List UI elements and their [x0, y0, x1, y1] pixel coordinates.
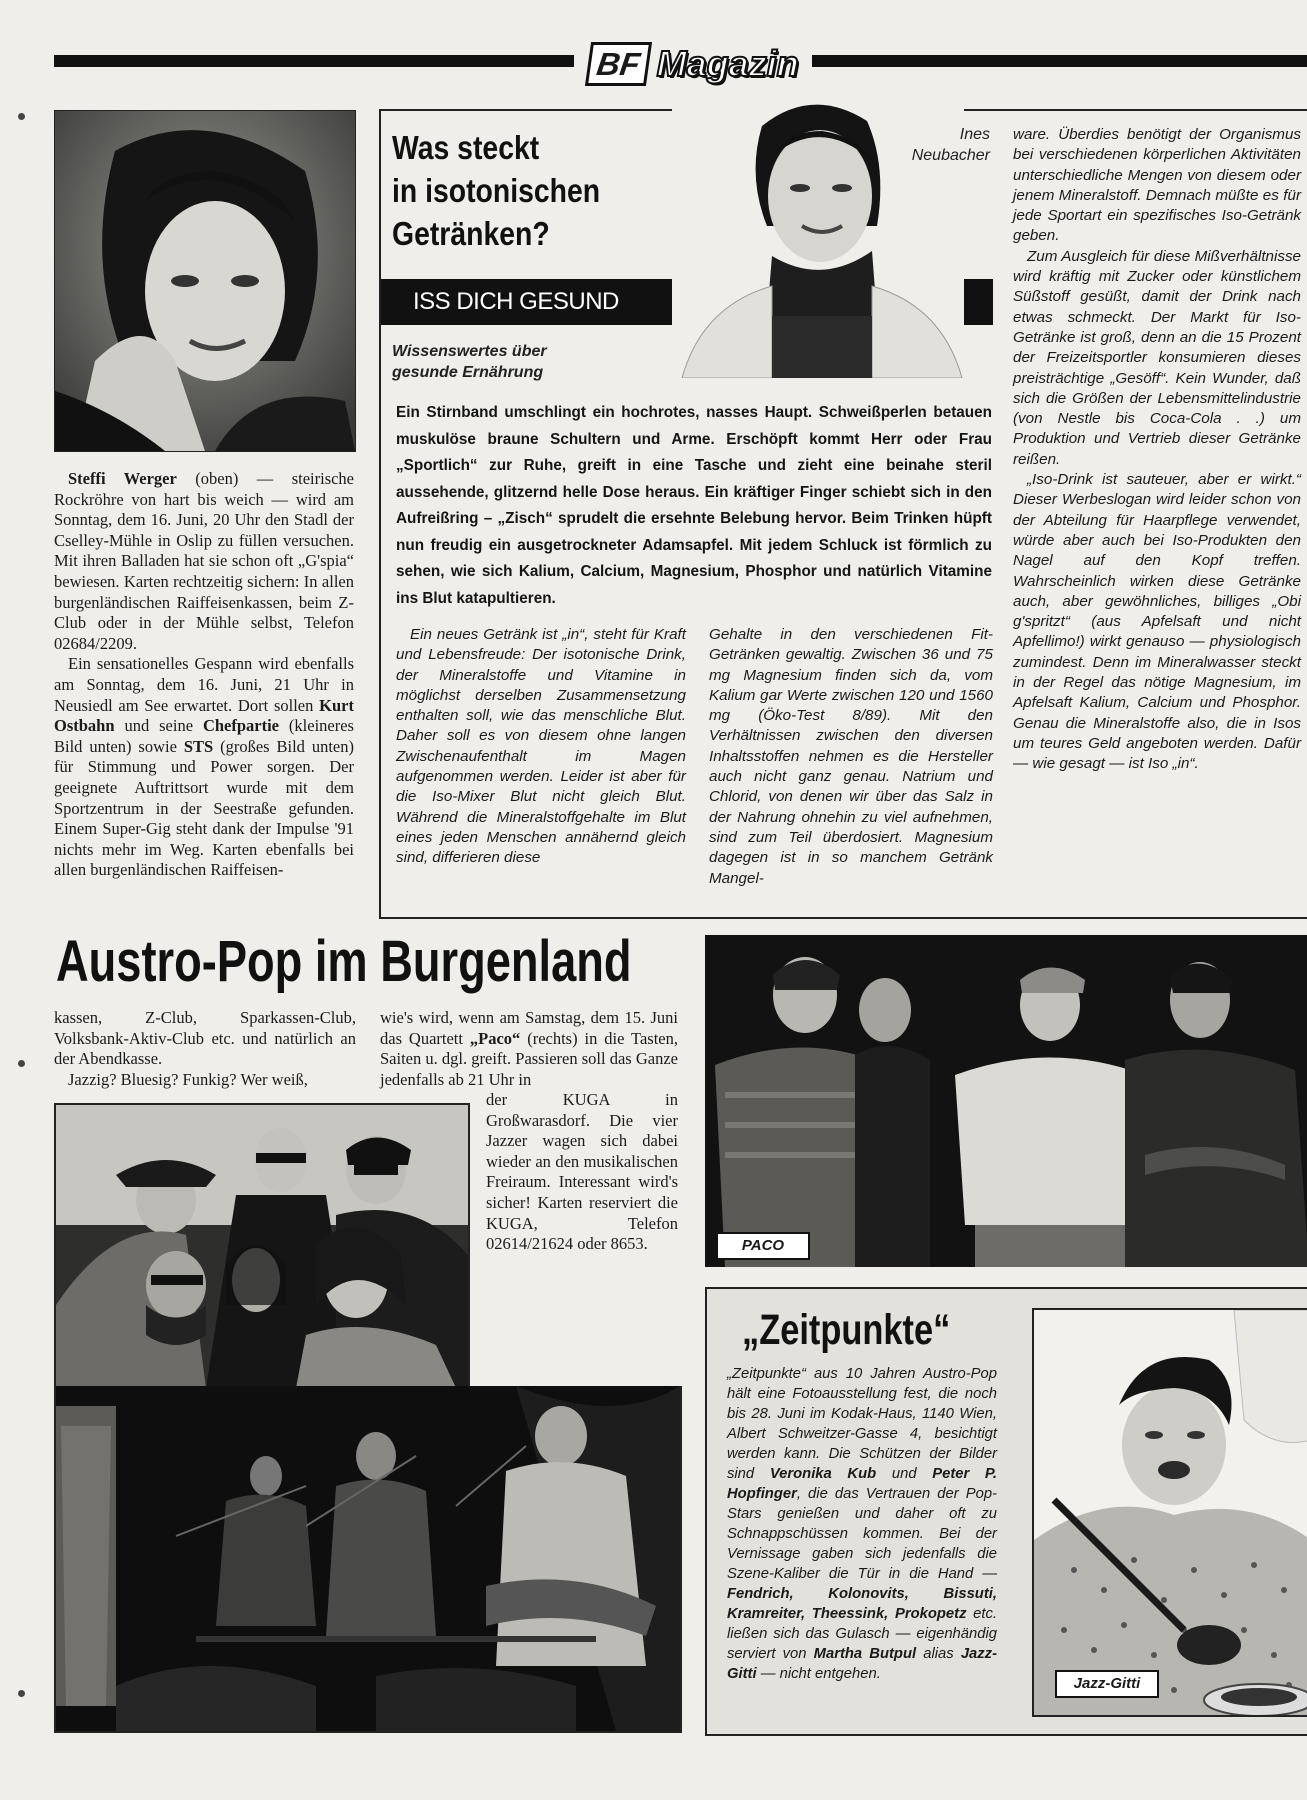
paco-caption: PACO: [716, 1232, 810, 1260]
steffi-werger-photo: [54, 110, 356, 452]
iso-subtitle: [392, 341, 547, 383]
text-run: (kleineres Bild unten) sowie: [54, 716, 354, 756]
text-run: (großes Bild unten) für Stimmung und Power sorgen. Der geeignete Auftrittsort wurde mit dem Sportzentrum in der Seestraße gefunden. Einem Super-Gig steht dank der Impulse '91 nichts mehr im Weg. Karten ebenfalls bei allen burgenländischen Raiffeisen-: [54, 736, 354, 880]
zeitpunkte-headline: „Zeitpunkte“: [742, 1306, 951, 1354]
iso-intro: Ein Stirnband umschlingt ein hochrotes, nasses Haupt. Schweißperlen betauen muskulöse braune Schultern und Arme. Erschöpft kommt Herr oder Frau „Sportlich“ zur Ruhe, greift in eine Tasche und zieht eine beinahe steril aussehende, glitzernd helle Dose heraus. Ein kräftiger Finger schiebt sich in den Aufreißring – „Zisch“ sprudelt die ersehnte Belebung hervor. Beim Trinken hüpft nun freudig ein ausgetrockneter Adamsapfel. Mit jedem Schluck ist förmlich zu sehen, wie sich Kalium, Calcium, Magnesium, Phosphor und natürlich Vitamine ins Blut katapultieren.: [396, 404, 992, 607]
pop-cont-left: [54, 1008, 356, 1090]
iso-paragraph: „Iso-Drink ist sauteuer, aber er wirkt.“ Dieser Werbeslogan wird leider schon von der Abteilung für Haarpflege verwendet, würde aber auch bei Iso-Produkten den Nagel auf den Kopf treffen. Wahrscheinlich wirken diese Getränke auch, aber gewöhnliches, billiges „Obi g'spritzt“ (aus Apfelsaft und nicht Apfellimo!) wirkt genauso — physiologisch zumindest. Denn im Mineralwasser steckt in der Regel das nötige Magnesium, im Apfelsaft Kalium, Calcium und Phosphor. Genau die Mineralstoffe also, die in Isos um teures Geld angeboten werden. Dafür — wie gesagt — ist Iso „in“.: [1013, 471, 1301, 773]
pop-paragraph-2: [54, 654, 354, 881]
artist-name: Chefpartie: [202, 716, 280, 736]
zeitpunkte-text: [727, 1364, 997, 1684]
iso-paragraph: Ein neues Getränk ist „in“, steht für Kraft und Lebensfreude: Der isotonische Drink, der Mineralstoffe und Vitamine in möglichst derselben Zusammensetzung enthalten soll, wie das menschliche Blut. Daher soll es von diesem ohne langen Zwischenaufenthalt im Magen aufgenommen werden. Leider ist aber für die Iso-Mixer Blut nicht gleich Blut. Während die Mineralstoffgehalte im Blut eines jeden Menschen annähernd gleich sind, differieren diese: [396, 626, 686, 867]
iso-col-2: [709, 625, 993, 889]
iso-col-3: [1013, 125, 1301, 775]
sts-concert-photo: [54, 1386, 682, 1733]
band-name: „Paco“: [469, 1028, 521, 1048]
artist-name: Kurt Ostbahn: [54, 695, 354, 736]
text-run: alias: [916, 1646, 961, 1662]
iso-title-line: Getränken?: [392, 215, 550, 252]
subtitle-line: Wissenswertes über: [392, 343, 547, 360]
subtitle-line: gesunde Ernährung: [392, 364, 544, 381]
iso-title-line: Was steckt: [392, 129, 540, 166]
text-run: , die das Vertrauen der Pop-Stars genießen und daher oft zu Schnappschüssen kommen. Bei der Vernissage gaben sich jedenfalls die Szene-Kaliber die Tür in die Hand —: [727, 1486, 997, 1582]
margin-mark: [18, 1060, 25, 1067]
text-run: (oben) — steirische Rockröhre von hart bis weich — wird am Sonntag, dem 16. Juni, 20 Uhr den Stadl der Cselley-Mühle in Oslip zu füllen versuchen. Mit ihren Balladen hat sie schon oft „G'spia“ bewiesen. Karten rechtzeitig sichern: In allen burgenländischen Raiffeisenkassen, beim Z-Club oder in der Mühle selbst, Telefon 02684/2209.: [54, 469, 355, 653]
jazz-gitti-photo: [1032, 1308, 1307, 1717]
masthead-rule-left: [54, 55, 574, 67]
pop-paragraph: kassen, Z-Club, Sparkassen-Club, Volksbank-Aktiv-Club etc. und natürlich an der Abendkasse.: [54, 1008, 356, 1069]
text-run: Ein sensationelles Gespann wird ebenfalls am Sonntag, dem 16. Juni, 21 Uhr in Neusiedl am See erwartet. Dort sollen: [54, 654, 354, 715]
masthead-section: Magazin: [656, 43, 799, 84]
pop-paragraph: Jazzig? Bluesig? Funkig? Wer weiß,: [68, 1069, 308, 1089]
person-name: Jazz-Gitti: [727, 1646, 998, 1682]
text-run: wie's wird, wenn am Samstag, dem 15. Juni das Quartett: [380, 1008, 678, 1048]
artist-name: Steffi Werger: [68, 469, 177, 488]
text-run: „Zeitpunkte“ aus 10 Jahren Austro-Pop hält eine Fotoausstellung fest, die noch bis 28. Juni im Kodak-Haus, 1140 Wien, Albert Schweitzer-Gasse 4, besichtigt werden kann. Die Schützen der Bilder sind: [727, 1366, 997, 1482]
margin-mark: [18, 113, 25, 120]
pop-headline: Austro-Pop im Burgenland: [56, 929, 632, 994]
masthead-rule-right: [812, 55, 1307, 67]
pop-paragraph-1: [54, 469, 354, 654]
person-name: Veronika Kub: [769, 1466, 877, 1482]
iso-title-line: in isotonischen: [392, 172, 601, 209]
paco-photo: [705, 935, 1307, 1267]
text-run: und: [876, 1466, 933, 1482]
pop-cont-right: [380, 1008, 678, 1090]
pop-article-text-top: [54, 469, 354, 881]
iso-author: [880, 124, 990, 166]
iso-col-1: [396, 625, 686, 869]
artist-name: STS: [183, 736, 214, 756]
person-name: Martha Butpul: [813, 1646, 917, 1662]
jazz-gitti-caption: Jazz-Gitti: [1055, 1670, 1159, 1698]
text-run: — nicht entgehen.: [756, 1666, 881, 1682]
pop-paragraph: [380, 1008, 678, 1090]
masthead-brand: BF: [585, 42, 652, 86]
pop-paragraph: der KUGA in Großwarasdorf. Die vier Jazzer wagen sich dabei wieder an den musikalischen Freiraum. Interessant wird's sicher! Karten reserviert die KUGA, Telefon 02614/21624 oder 8653.: [486, 1090, 678, 1254]
author-line: Neubacher: [911, 147, 990, 164]
iso-article-title: [392, 126, 672, 255]
person-name: Fendrich, Kolonovits, Bissuti, Kramreiter, Theessink, Prokopetz: [727, 1586, 997, 1622]
kurt-ostbahn-chefpartie-photo: [54, 1103, 470, 1390]
pop-cont-narrow: [486, 1090, 678, 1255]
person-name: Peter P. Hopfinger: [727, 1466, 997, 1502]
text-run: und seine: [114, 716, 203, 736]
zeitpunkte-paragraph: [727, 1364, 997, 1684]
iso-paragraph: ware. Überdies benötigt der Organismus bei verschiedenen körperlichen Aktivitäten unterschiedliche Mengen von diesem oder jenem Mineralstoff. Demnach müßte es für jede Sportart ein spezifisches Iso-Getränk geben.: [1013, 126, 1301, 245]
iso-paragraph: Gehalte in den verschiedenen Fit-Getränken gewaltig. Zwischen 36 und 75 mg Magnesium finden sich da, vom Kalium gar Werte zwischen 120 und 1560 mg (Öko-Test 8/89). Mit den Verhältnissen zwischen den diversen Inhaltsstoffen nehmen es die Hersteller auch nicht ganz genau. Natrium und Chlorid, von denen wir über das Salz in der Nahrung ohnehin zu viel aufnehmen, sind zum Teil überdosiert. Magnesium dagegen ist in so manchem Getränk Mangel-: [709, 626, 993, 887]
text-run: (rechts) in die Tasten, Saiten u. dgl. greift. Passieren soll das Ganze jedenfalls ab 21 Uhr in: [380, 1028, 678, 1089]
iso-paragraph: Zum Ausgleich für diese Mißverhältnisse wird kräftig mit Zucker oder künstlichem Süßstoff gesüßt, damit der Drink nach etwas schmeckt. Der Markt für Iso-Getränke ist groß, denn an die 15 Prozent der Freizeitsportler konsumieren dieses preisträchtige „Gesöff“. Kein Wunder, daß sich die Größen der Lebensmittelindustrie (von Nestle bis Coca-Cola . .) um Produktion und Vertrieb dieser Getränke reißen.: [1013, 247, 1301, 468]
author-line: Ines: [959, 126, 990, 143]
masthead: [588, 40, 812, 88]
margin-mark: [18, 1690, 25, 1697]
rubric-label: ISS DICH GESUND: [413, 288, 619, 315]
text-run: etc. ließen sich das Gulasch — eigenhändig serviert von: [727, 1606, 997, 1662]
